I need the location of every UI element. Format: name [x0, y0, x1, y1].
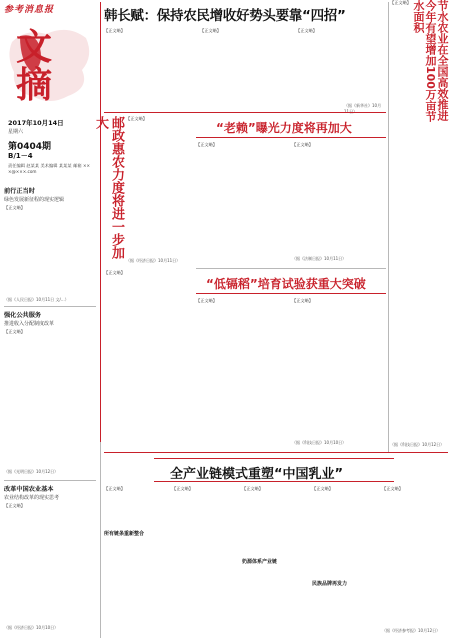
dairy-story — [104, 456, 448, 638]
lowgm-body-b: 【正文略】 — [292, 298, 313, 303]
dairy-col-1: 【正文略】 — [104, 486, 125, 491]
dairy-subhead-1: 所有链条重新整合 — [104, 530, 168, 537]
right-story-byline: （据《科技日报》10月12日） — [390, 442, 445, 447]
dairy-divider-top — [104, 452, 448, 453]
left-article-3-byline: （据《经济日报》10月10日） — [4, 625, 59, 630]
top-story-col-a: 【正文略】 — [104, 28, 125, 33]
laolai-body-a: 【正文略】 — [196, 142, 217, 147]
left-divider-1 — [4, 306, 96, 307]
dairy-headline-box — [154, 458, 394, 482]
paper-name: 参考消息报 — [4, 5, 55, 15]
issue-weekday: 星期六 — [8, 129, 24, 135]
left-column-divider — [100, 442, 101, 638]
left-article-3 — [4, 484, 96, 634]
right-story — [390, 0, 448, 452]
laolai-body-b: 【正文略】 — [292, 142, 313, 147]
top-story-byline: （据《新华社》10月 — [344, 103, 382, 108]
right-story-headline — [412, 0, 449, 130]
logo-text: 文摘 — [16, 26, 53, 106]
lowgm-headline: “低镉稻”培育试验获重大突破 — [206, 277, 366, 291]
left-article-2-body: 【正文略】 — [4, 329, 25, 334]
left-article-2-heading: 强化公共服务 — [4, 312, 42, 319]
left-article-1 — [4, 186, 96, 306]
dairy-col-2: 【正文略】 — [172, 486, 193, 491]
left-article-1-body: 【正文略】 — [4, 205, 25, 210]
vertical-story-cont: 【正文略】 — [104, 270, 125, 275]
right-story-body: 【正文略】 — [390, 0, 411, 5]
mid-divider-top — [104, 112, 386, 113]
vertical-story-byline: （据《经济日报》10月11日） — [126, 258, 181, 263]
vertical-story — [93, 116, 192, 266]
top-story — [104, 4, 386, 110]
right-story-headline-text: 节水农业在全国高效推进今年有望增加100万亩节水面积 — [412, 0, 449, 122]
laolai-byline: （据《法制日报》10月11日） — [292, 256, 347, 261]
laolai-headline-bar — [196, 116, 386, 138]
left-divider-2 — [4, 480, 96, 481]
top-story-col-c: 【正文略】 — [296, 28, 317, 33]
lowgm-body-a: 【正文略】 — [196, 298, 217, 303]
left-article-1-heading: 前行正当时 — [4, 188, 35, 195]
left-article-2 — [4, 310, 96, 478]
left-article-3-subheading: 农业结构改革的现实思考 — [4, 495, 60, 501]
left-article-1-subheading: 绿色发展新征程的现实逻辑 — [4, 197, 65, 203]
left-article-3-heading: 改革中国农业基本 — [4, 486, 54, 493]
laolai-divider — [196, 268, 386, 269]
dairy-headline: 全产业链模式重塑“中国乳业” — [170, 467, 344, 482]
right-column-divider — [388, 2, 389, 452]
issue-date: 2017年10月14日 — [8, 119, 64, 127]
left-article-2-subheading: 推进收入分配制度改革 — [4, 321, 55, 327]
top-story-col-b: 【正文略】 — [200, 28, 221, 33]
vertical-story-body: 【正文略】 — [126, 116, 147, 121]
dairy-col-4: 【正文略】 — [312, 486, 333, 491]
lowgm-headline-bar — [196, 272, 386, 294]
logo-block — [6, 22, 94, 108]
dairy-subhead-3: 民族品牌再发力 — [312, 580, 378, 587]
laolai-story — [196, 116, 386, 266]
laolai-headline: “老赖”曝光力度将再加大 — [216, 121, 352, 135]
issue-number: 第0404期 — [8, 142, 52, 152]
dairy-subhead-2: 奶源体系产业链 — [242, 558, 308, 565]
masthead — [0, 0, 100, 180]
dairy-col-5: 【正文略】 — [382, 486, 403, 491]
left-article-3-body: 【正文略】 — [4, 503, 25, 508]
editor-credits: 责任编辑 赵某某 美术编辑 某某某 邮箱 ×××@×××.com — [8, 163, 90, 174]
top-story-headline: 韩长赋：保持农民增收好势头要靠“四招” — [104, 8, 346, 24]
vertical-story-headline-text: 邮政惠农力度将进一步加大 — [93, 116, 124, 259]
dairy-byline: （据《经济参考报》10月12日） — [382, 628, 441, 633]
left-article-1-byline: （据《人民日报》10月11日 文/…） — [4, 297, 69, 302]
vertical-story-headline — [93, 116, 124, 266]
page-range: B/1－4 — [8, 152, 33, 160]
lowgm-story — [196, 272, 386, 448]
lowgm-byline: （据《科技日报》10月10日） — [292, 440, 347, 445]
left-article-2-byline: （据《光明日报》10月12日） — [4, 469, 59, 474]
masthead-divider — [100, 2, 101, 442]
dairy-col-3: 【正文略】 — [242, 486, 263, 491]
